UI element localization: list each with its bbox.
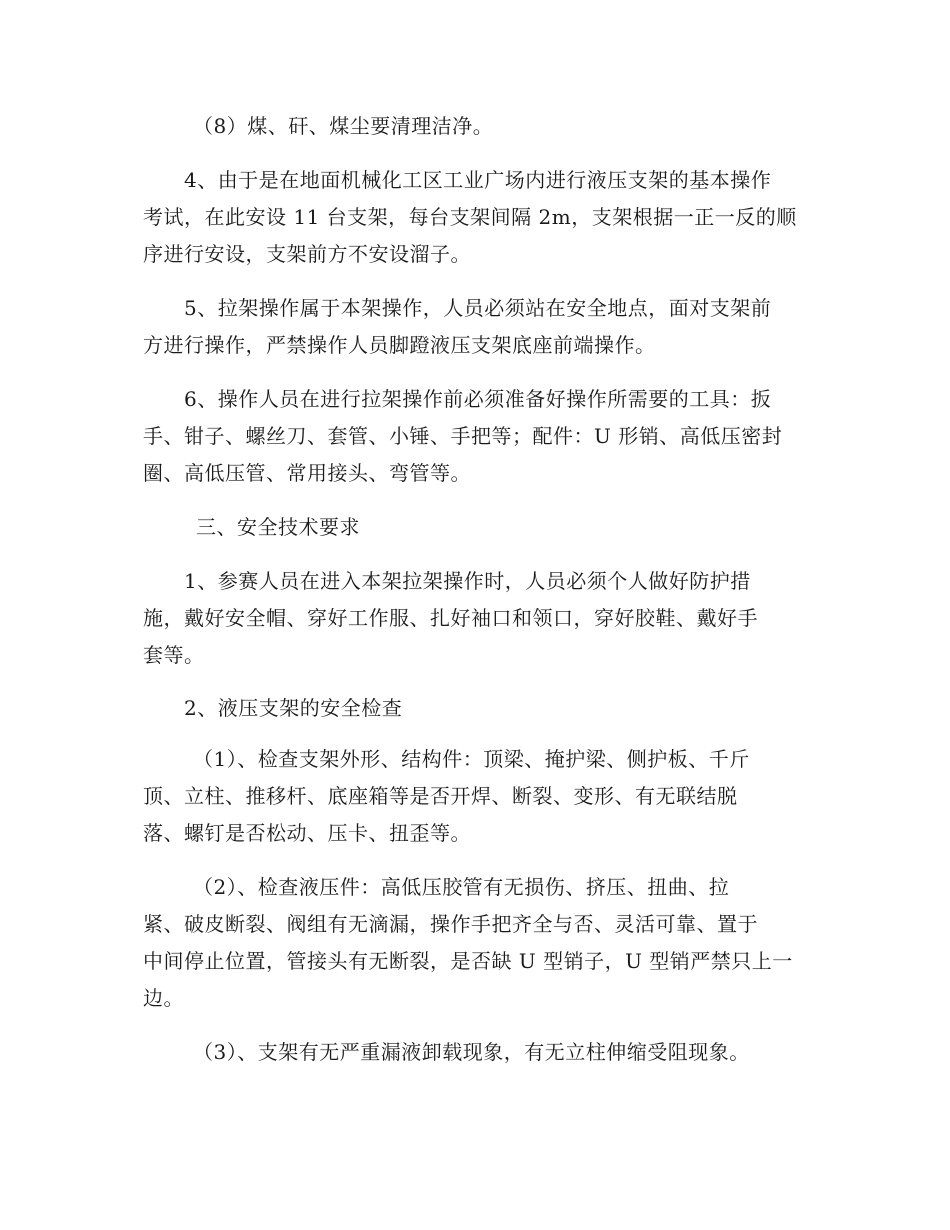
text-line: 中间停止位置，管接头有无断裂，是否缺 U 型销子，U 型销严禁只上一: [143, 949, 793, 973]
text-line: 序进行安设，支架前方不安设溜子。: [143, 242, 471, 266]
text-line: 边。: [143, 986, 184, 1010]
text-line: 4、由于是在地面机械化工区工业广场内进行液压支架的基本操作: [184, 168, 772, 192]
text-line: 考试，在此安设 11 台支架，每台支架间隔 2m，支架根据一正一反的顺: [143, 205, 797, 229]
text-line: （2）、检查液压件：高低压胶管有无损伤、挤压、扭曲、拉: [193, 875, 730, 899]
text-line: （1）、检查支架外形、结构件：顶梁、掩护梁、侧护板、千斤: [193, 747, 750, 771]
text-line: 顶、立柱、推移杆、底座箱等是否开焊、断裂、变形、有无联结脱: [143, 784, 738, 808]
text-line: 手、钳子、螺丝刀、套管、小锤、手把等；配件：U 形销、高低压密封: [143, 424, 783, 448]
text-line: 圈、高低压管、常用接头、弯管等。: [143, 461, 471, 485]
text-line: 套等。: [143, 643, 205, 667]
text-line: （3）、支架有无严重漏液卸载现象，有无立柱伸缩受阻现象。: [193, 1040, 750, 1064]
text-line: 5、拉架操作属于本架操作，人员必须站在安全地点，面对支架前: [184, 296, 772, 320]
text-line: 施，戴好安全帽、穿好工作服、扎好袖口和领口，穿好胶鞋、戴好手: [143, 606, 758, 630]
section-heading: 三、安全技术要求: [196, 515, 360, 539]
text-line: 落、螺钉是否松动、压卡、扭歪等。: [143, 821, 471, 845]
text-line: 1、参赛人员在进入本架拉架操作时，人员必须个人做好防护措: [184, 569, 751, 593]
text-line: （8）煤、矸、煤尘要清理洁净。: [193, 114, 494, 138]
text-line: 紧、破皮断裂、阀组有无滴漏，操作手把齐全与否、灵活可靠、置于: [143, 912, 758, 936]
text-line: 6、操作人员在进行拉架操作前必须准备好操作所需要的工具：扳: [184, 387, 772, 411]
text-line: 2、液压支架的安全检查: [184, 696, 403, 720]
text-line: 方进行操作，严禁操作人员脚蹬液压支架底座前端操作。: [143, 333, 656, 357]
